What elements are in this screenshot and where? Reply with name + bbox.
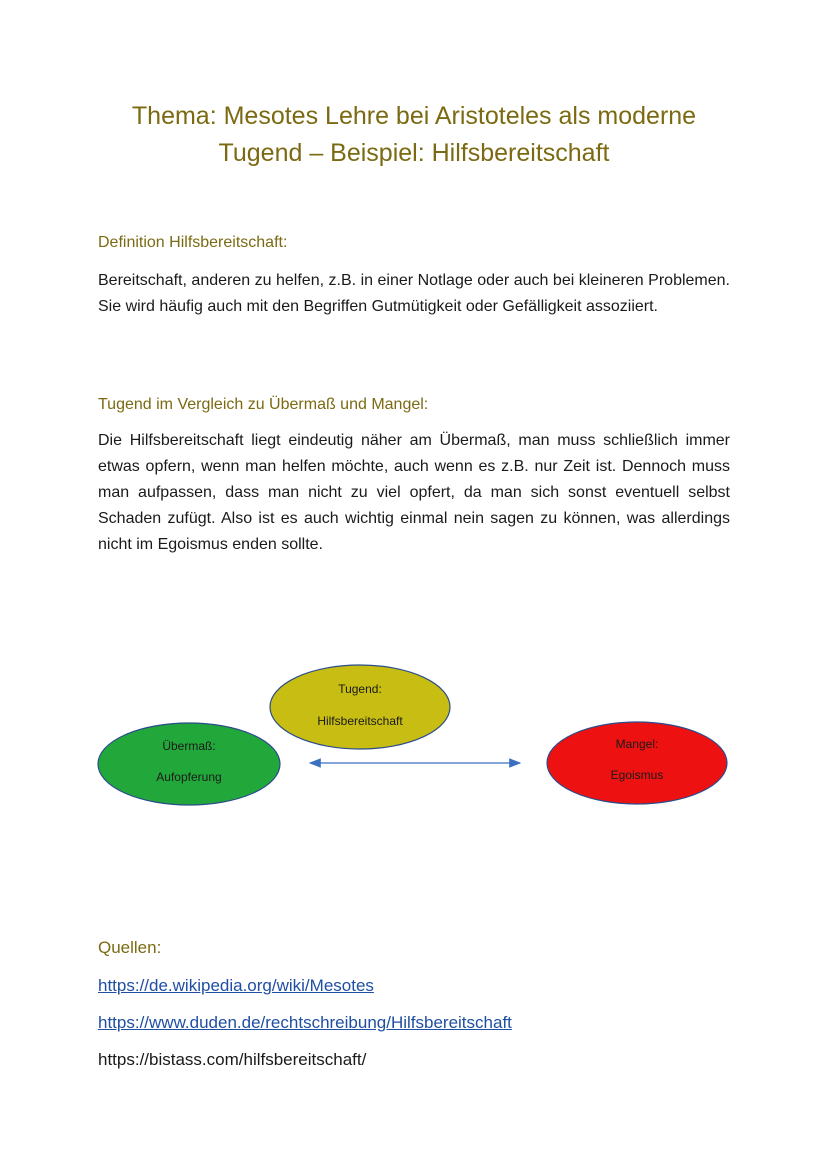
title-line-2: Tugend – Beispiel: Hilfsbereitschaft [218,139,610,167]
source-item [98,1013,512,1033]
sources-heading: Quellen: [98,938,162,957]
excess-ellipse [98,723,280,805]
definition-text: Bereitschaft, anderen zu helfen, z.B. in einer Notlage oder auch bei kleineren Problemen. Sie wird häufig auch mit den Begriffen Gutmütigkeit oder Gefälligkeit assoziiert. [98,272,730,315]
virtue-value: Hilfsbereitschaft [317,714,403,728]
deficiency-value: Egoismus [610,768,664,782]
virtue-ellipse [270,665,450,749]
mesotes-diagram [0,655,828,825]
source-link-duden[interactable]: https://www.duden.de/rechtschreibung/Hilfsbereitschaft [98,1013,512,1032]
excess-label: Übermaß: [162,739,216,753]
source-text-bistass: https://bistass.com/hilfsbereitschaft/ [98,1050,367,1069]
document-title [60,98,768,172]
excess-value: Aufopferung [156,770,222,784]
source-link-wikipedia[interactable]: https://de.wikipedia.org/wiki/Mesotes [98,976,374,995]
title-line-1: Thema: Mesotes Lehre bei Aristoteles als moderne [131,102,697,130]
comparison-text: Die Hilfsbereitschaft liegt eindeutig näher am Übermaß, man muss schließlich immer etwas opfern, wenn man helfen möchte, auch wenn es z.B. nur Zeit ist. Dennoch muss man aufpassen, dass man nicht zu viel opfert, da man sich sonst eventuell selbst Schaden zufügt. Also ist es auch wichtig einmal nein sagen zu können, was allerdings nicht im Egoismus enden sollte. [98,432,730,553]
deficiency-label: Mangel: [615,737,659,751]
source-item [98,976,374,996]
comparison-heading: Tugend im Vergleich zu Übermaß und Mangel: [98,396,429,413]
deficiency-ellipse [547,722,727,804]
virtue-label: Tugend: [338,682,382,696]
definition-heading: Definition Hilfsbereitschaft: [98,234,288,251]
